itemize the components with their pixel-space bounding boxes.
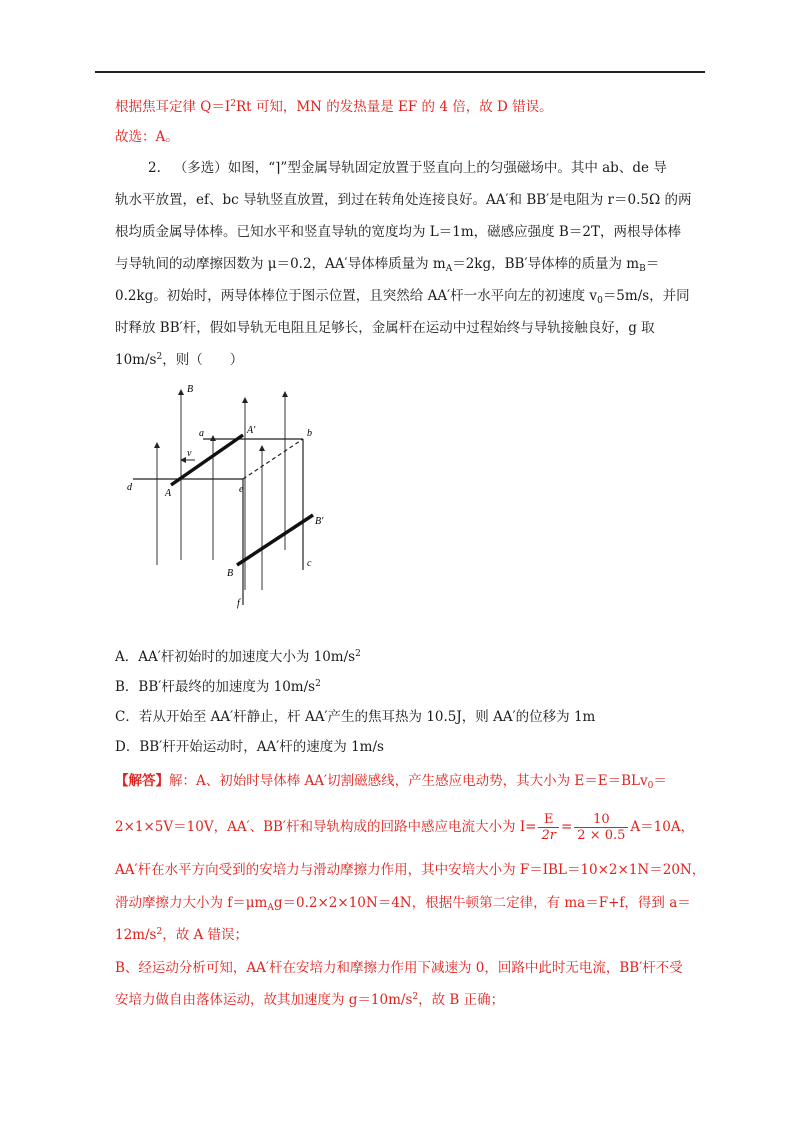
label-a: a — [199, 428, 204, 439]
answer-line-7: 安培力做自由落体运动，故其加速度为 $g=10m/s^2$，故 B 正确； — [115, 992, 505, 1008]
label-d: d — [127, 482, 132, 493]
rod-AA-prime — [171, 435, 243, 485]
answer-line-6: B、经运动分析可知，AA′杆在安培力和摩擦力作用下减速为 0，回路中此时无电流，BB′杆不受 — [115, 960, 683, 976]
option-a: A．AA′杆初始时的加速度大小为 $10m/s^2$ — [115, 649, 361, 665]
answer-line-5: $12m/s^2$，故 A 错误； — [115, 927, 249, 943]
prev-solution-line: 根据焦耳定律 $Q=I^2Rt$ 可知，MN 的发热量是 EF 的 4 倍，故 D 错误。 — [115, 99, 553, 115]
option-d: D．BB′杆开始运动时，AA′杆的速度为 1m/s — [115, 739, 384, 755]
option-c: C．若从开始至 AA′杆静止，杆 AA′产生的焦耳热为 10.5J，则 AA′的位移为 1m — [115, 709, 596, 725]
fraction-10-over-2x0.5: $\frac{10}{2 \times 0.5}$ — [574, 812, 628, 843]
question-line-6: 时释放 BB′杆，假如导轨无电阻且足够长，金属杆在运动中过程始终与导轨接触良好，g 取 — [115, 320, 655, 336]
answer-line-3: AA′杆在水平方向受到的安培力与滑动摩擦力作用，其中安培大小为 F＝IBL＝10×2×1N＝20N， — [115, 862, 706, 878]
answer-tag: 【解答】 — [115, 773, 169, 789]
label-b: b — [307, 428, 312, 439]
question-line-2: 轨水平放置，ef、bc 导轨竖直放置，到过在转角处连接良好。AA′和 BB′是电阻为 r＝0.5Ω 的两 — [115, 192, 692, 208]
question-line-7: $10m/s^2$，则（ ） — [115, 352, 244, 368]
question-line-5: 0.2kg。初始时，两导体棒位于图示位置，且突然给 AA′杆一水平向左的初速度 $v_0=5m/s$，并同 — [115, 288, 690, 306]
rail-link-dashed — [243, 439, 303, 479]
label-f: f — [237, 598, 240, 609]
question-line-1: 2. （多选）如图，“⌉”型金属导轨固定放置于竖直向上的匀强磁场中。其中 ab、de 导 — [148, 160, 667, 176]
question-line-4: 与导轨间的动摩擦因数为 μ＝0.2，AA′导体棒质量为 $m_A=2kg$，BB′导体棒的质量为 $m_B=$ — [115, 256, 660, 274]
answer-line-1: 【解答】解：A、初始时导体棒 AA′切割磁感线，产生感应电动势，其大小为 E＝E＝BLv$_0$＝ — [115, 773, 667, 791]
header-rule — [95, 71, 705, 73]
option-b: B．BB′杆最终的加速度为 $10m/s^2$ — [115, 679, 321, 695]
label-B-rod: B — [227, 568, 234, 579]
question-number: 2. — [148, 160, 161, 176]
rod-BB-prime — [237, 515, 313, 565]
label-field-B: B — [187, 384, 194, 395]
label-A-prime: A′ — [247, 425, 256, 436]
rail-diagram — [125, 380, 325, 614]
answer-line-2: 2×1×5V＝10V，AA′、BB′杆和导轨构成的回路中感应电流大小为 I= $\frac{E}{2r}$ = $\frac{10}{2 \times 0.5}$ A＝10A， — [115, 812, 695, 843]
label-c: c — [307, 558, 312, 569]
prev-answer-line: 故选：A。 — [115, 129, 179, 145]
label-A: A — [165, 488, 172, 499]
rails — [133, 439, 303, 605]
question-line-3: 根均质金属导体棒。已知水平和竖直导轨的宽度均为 L＝1m，磁感应强度 B＝2T，两根导体棒 — [115, 224, 681, 240]
label-B-prime: B′ — [315, 516, 324, 527]
field-lines — [157, 392, 285, 590]
rail-diagram-svg — [125, 380, 325, 610]
fraction-E-over-2r: $\frac{E}{2r}$ — [538, 812, 559, 843]
answer-line-4: 滑动摩擦力大小为 $f=\mu m_Ag=0.2\times 2\times 10N=4N$，根据牛顿第二定律，有 ma＝F+f，得到 a＝ — [115, 895, 691, 913]
label-e: e — [239, 484, 244, 495]
label-v: v — [187, 448, 192, 459]
